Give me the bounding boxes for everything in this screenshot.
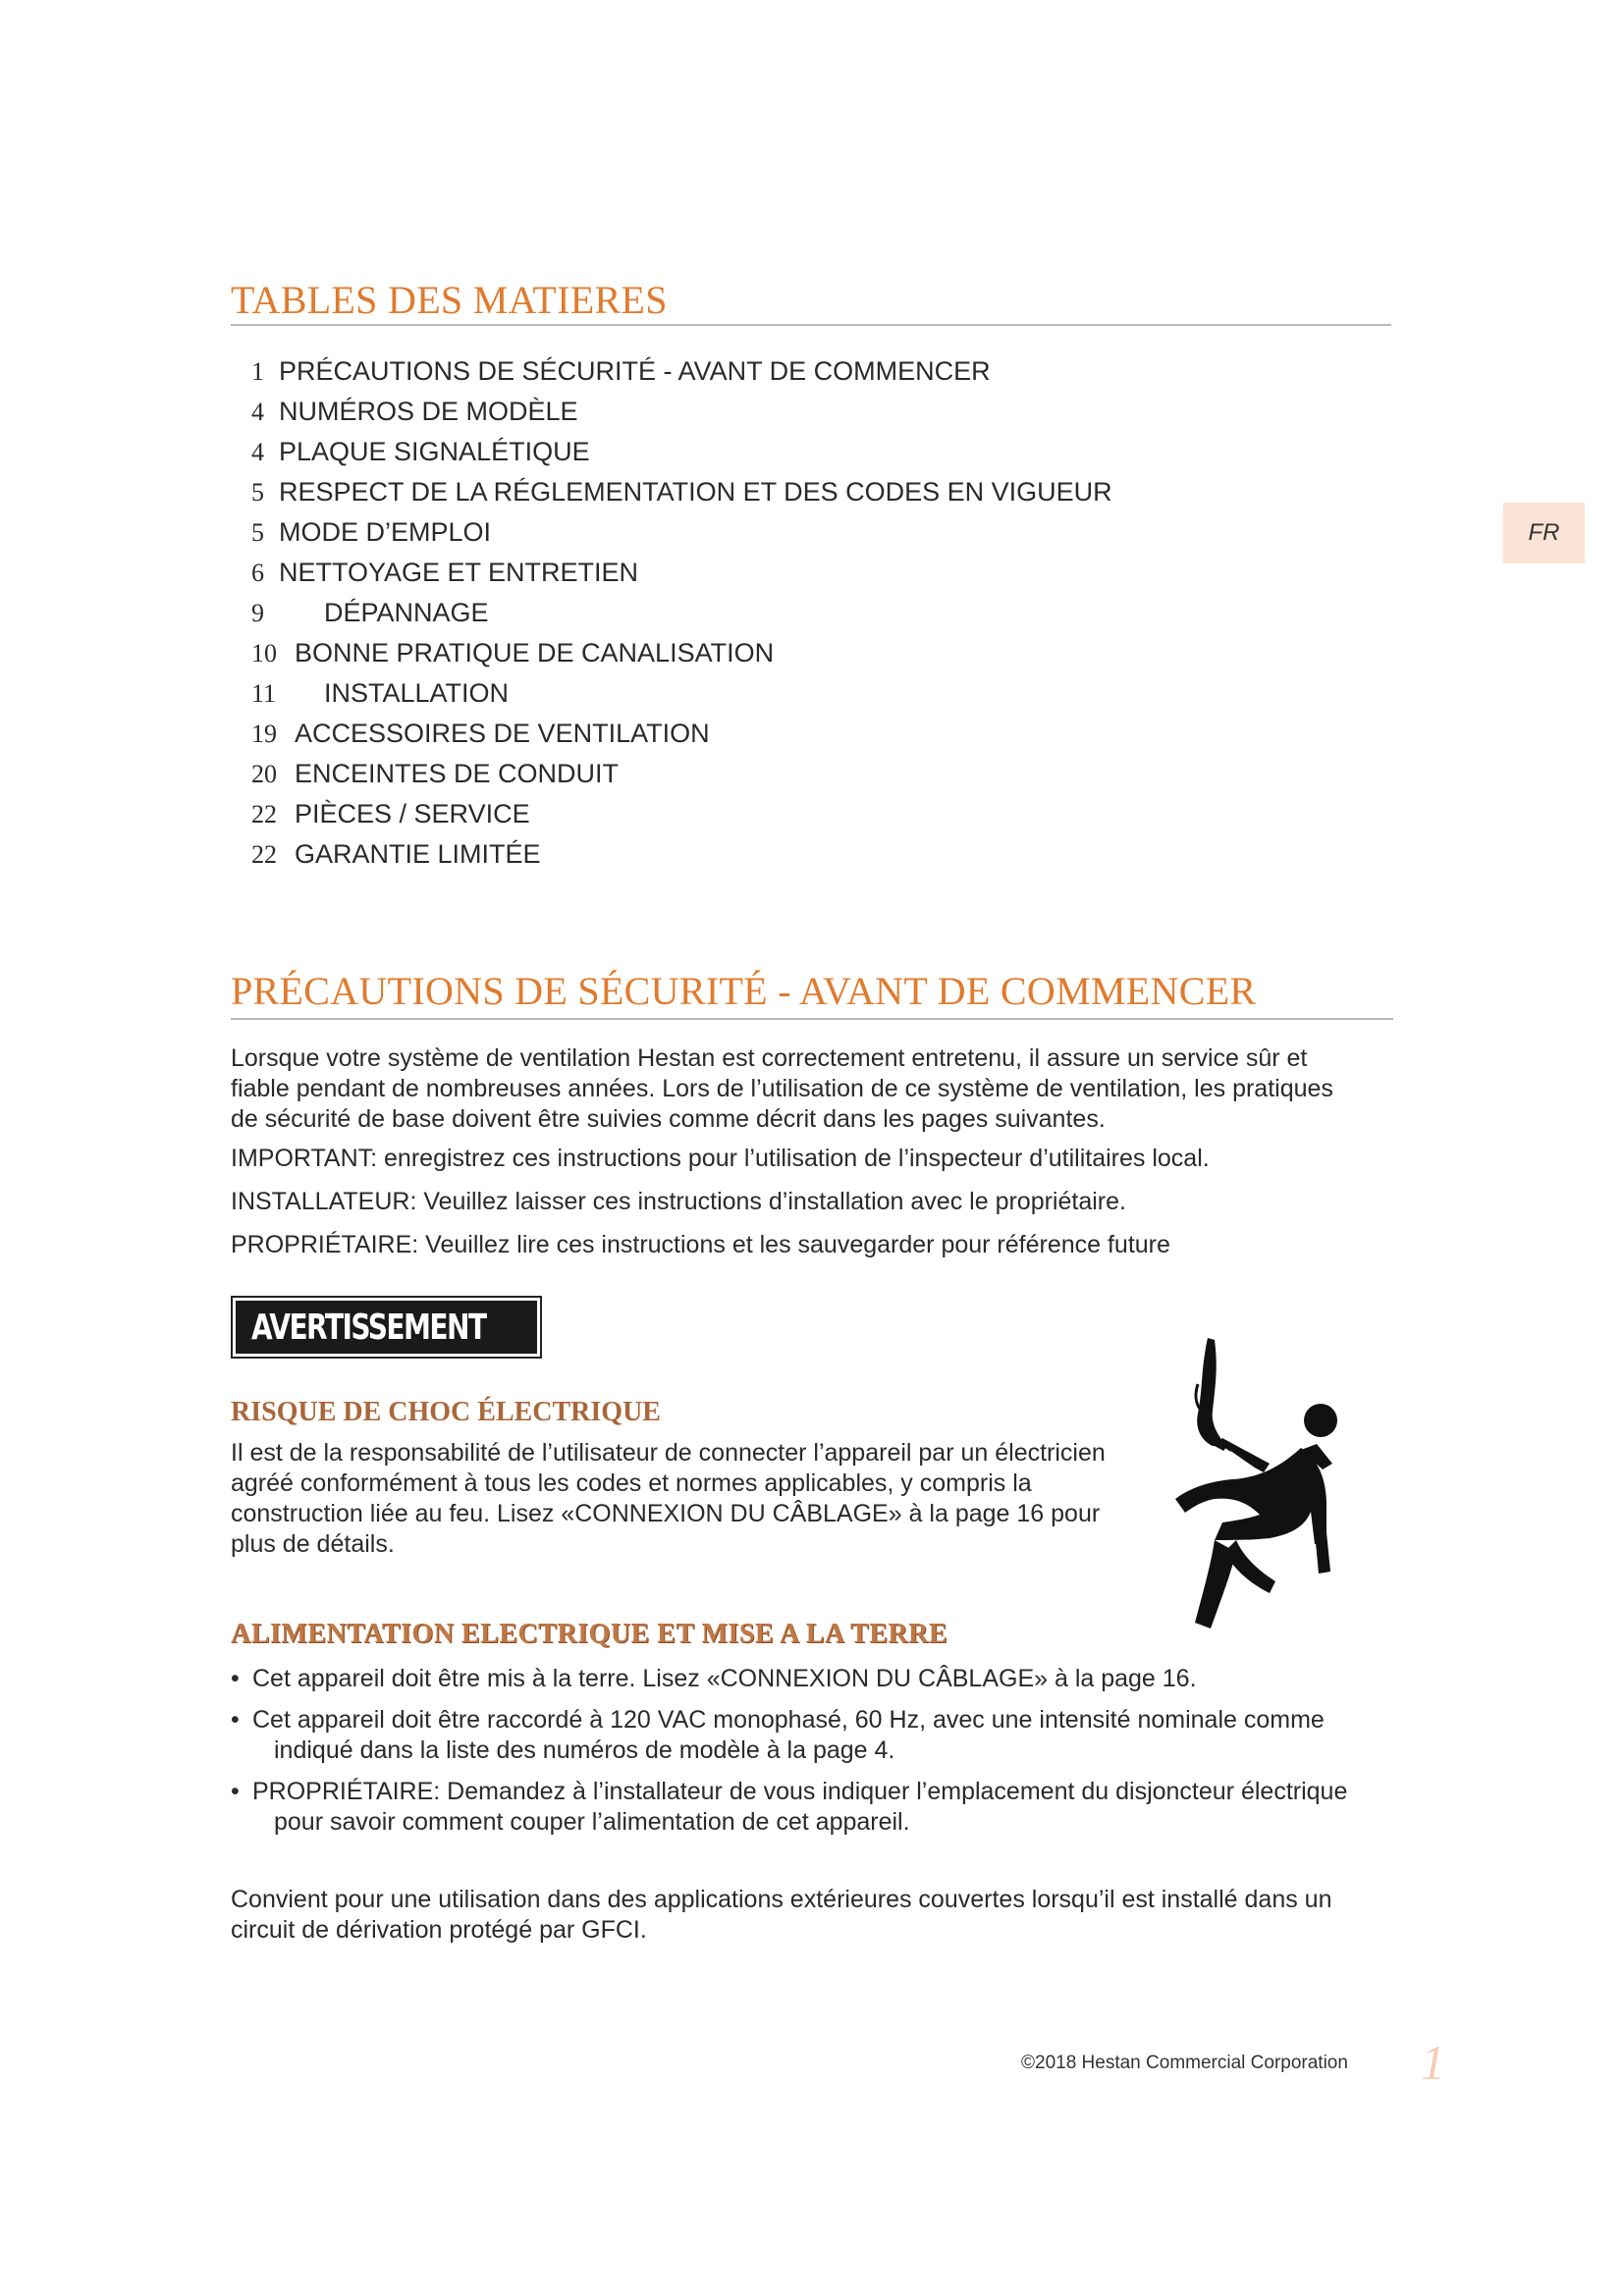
toc-item [251,512,1112,553]
toc-page-number: 5 [251,478,264,507]
list-item [231,1777,1380,1838]
toc-item [251,673,1112,714]
toc-page-number: 20 [251,760,277,788]
toc-page-number: 19 [251,720,277,748]
language-tab [1503,503,1585,563]
bullet-icon: • [231,1706,240,1734]
toc-page-number: 11 [251,679,277,708]
power-grounding-title: ALIMENTATION ELECTRIQUE ET MISE A LA TERRE [231,1619,948,1649]
list-item [231,1705,1380,1766]
toc-page-number: 4 [251,438,264,466]
toc-item-label: PIÈCES / SERVICE [295,799,530,828]
toc-item [251,834,1112,875]
toc-item [251,351,1112,392]
toc-item-label: BONNE PRATIQUE DE CANALISATION [295,638,775,667]
owner-note: PROPRIÉTAIRE: Veuillez lire ces instructions et les sauvegarder pour référence future [231,1231,1170,1258]
warning-badge-label: AVERTISSEMENT [251,1307,486,1348]
toc-page-number: 10 [251,639,277,667]
toc-title: TABLES DES MATIERES [231,278,668,322]
important-note: IMPORTANT: enregistrez ces instructions pour l’utilisation de l’inspecteur d’utilitaires local. [231,1145,1210,1172]
toc-item-label: INSTALLATION [324,678,510,708]
toc-item [251,432,1112,472]
electric-shock-icon [1154,1330,1360,1644]
toc-item-label: MODE D’EMPLOI [279,517,492,547]
toc-page-number: 5 [251,518,264,547]
toc-item [251,553,1112,593]
toc-page-number: 22 [251,800,277,828]
toc-item [251,472,1112,512]
toc-item [251,633,1112,673]
toc-item-label: DÉPANNAGE [324,598,489,627]
toc-item [251,714,1112,754]
toc-item [251,794,1112,834]
toc-item-label: GARANTIE LIMITÉE [295,839,541,869]
toc-item-label: PLAQUE SIGNALÉTIQUE [279,437,590,466]
toc-item-label: NUMÉROS DE MODÈLE [279,397,578,426]
warning-badge [231,1296,542,1359]
toc-title-rule [231,324,1391,326]
bullet-text: PROPRIÉTAIRE: Demandez à l’installateur de vous indiquer l’emplacement du disjoncteur électrique pour savoir comment couper l’alimentation de cet appareil. [252,1778,1348,1836]
installer-note: INSTALLATEUR: Veuillez laisser ces instructions d’installation avec le propriétaire. [231,1188,1126,1215]
toc-item [251,754,1112,794]
toc-item [251,392,1112,432]
toc-page-number: 6 [251,559,264,587]
bullet-text: Cet appareil doit être mis à la terre. Lisez «CONNEXION DU CÂBLAGE» à la page 16. [252,1665,1197,1692]
toc-page-number: 9 [251,599,264,627]
toc-list [251,351,1112,875]
toc-page-number: 4 [251,398,264,426]
toc-item [251,593,1112,633]
toc-item-label: ENCEINTES DE CONDUIT [295,759,620,788]
toc-page-number: 22 [251,840,277,869]
toc-item-label: NETTOYAGE ET ENTRETIEN [279,558,639,587]
toc-item-label: ACCESSOIRES DE VENTILATION [295,719,710,748]
outdoor-use-note: Convient pour une utilisation dans des applications extérieures couvertes lorsqu’il est installé dans un circuit de dérivation protégé par GFCI. [231,1886,1332,1944]
page-number: 1 [1421,2035,1445,2090]
power-bullet-list [231,1664,1380,1848]
toc-page-number: 1 [251,357,264,386]
toc-item-label: RESPECT DE LA RÉGLEMENTATION ET DES CODES EN VIGUEUR [279,477,1112,507]
shock-hazard-text: Il est de la responsabilité de l’utilisateur de connecter l’appareil par un électricien agréé conformément à tous les codes et normes applicables, y compris la construction liée au feu. Lisez «CONNEXION DU CÂBLAGE» à la page 16 pour plus de détails. [231,1439,1106,1558]
language-tab-label: FR [1528,519,1560,546]
bullet-icon: • [231,1778,240,1805]
safety-title: PRÉCAUTIONS DE SÉCURITÉ - AVANT DE COMMENCER [231,969,1257,1013]
shock-hazard-title: RISQUE DE CHOC ÉLECTRIQUE [231,1397,661,1427]
toc-item-label: PRÉCAUTIONS DE SÉCURITÉ - AVANT DE COMMENCER [279,356,991,386]
bullet-text: Cet appareil doit être raccordé à 120 VAC monophasé, 60 Hz, avec une intensité nominale comme indiqué dans la liste des numéros de modèle à la page 4. [252,1706,1325,1764]
safety-intro: Lorsque votre système de ventilation Hestan est correctement entretenu, il assure un service sûr et fiable pendant de nombreuses années. Lors de l’utilisation de ce système de ventilation, les pratiques de sécurité de base doivent être suivies comme décrit dans les pages suivantes. [231,1044,1333,1133]
bullet-icon: • [231,1665,240,1692]
safety-title-rule [231,1018,1393,1020]
footer-copyright: ©2018 Hestan Commercial Corporation [1021,2053,1348,2073]
list-item [231,1664,1380,1694]
